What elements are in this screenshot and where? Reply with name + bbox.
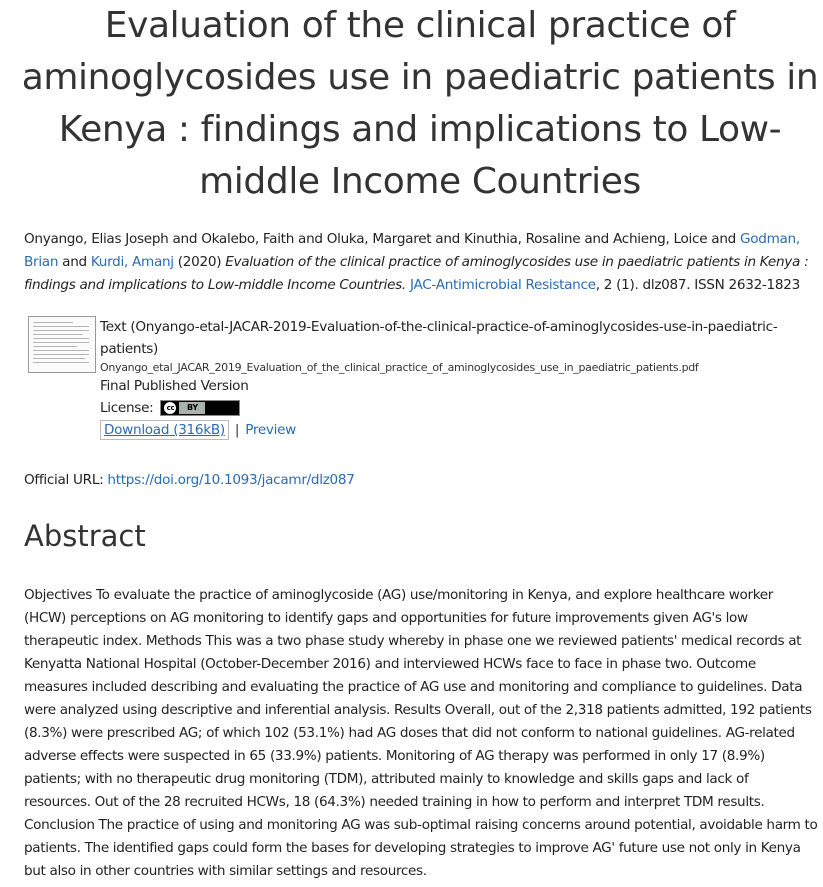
download-button[interactable]: Download (316kB) <box>100 420 229 440</box>
by-icon: BY <box>179 402 205 414</box>
abstract-text: Objectives To evaluate the practice of aminoglycoside (AG) use/monitoring in Kenya, and explore healthcare worker (HCW) perceptions on AG monitoring to identify gaps and opportunities for future improvements given AG's low therapeutic index. Methods This was a two phase study whereby in phase one we reviewed patients' medical records at Kenyatta National Hospital (October-December 2016) and interviewed HCWs face to face in phase two. Outcome measures included describing and evaluating the practice of AG use and monitoring and compliance to guidelines. Data were analyzed using descriptive and inferential analysis. Results Overall, out of the 2,318 patients admitted, 192 patients (8.3%) were prescribed AG; of which 102 (53.1%) had AG doses that did not conform to national guidelines. AG-related adverse effects were suspected in 65 (33.9%) patients. Monitoring of AG therapy was performed in only 17 (8.9%) patients; with no therapeutic drug monitoring (TDM), attributed mainly to knowledge and skills gaps and lack of resources. Out of the 28 recruited HCWs, 18 (64.3%) needed training in how to perform and interpret TDM results. Conclusion The practice of using and monitoring AG was sub-optimal raising concerns around potential, avoidable harm to patients. The identified gaps could form the bases for developing strategies to improve AG' future use not only in Kenya but also in other countries with similar settings and resources. <box>24 587 818 879</box>
citation-and: and <box>58 254 91 270</box>
link-separator: | <box>234 422 240 438</box>
journal-link[interactable]: JAC-Antimicrobial Resistance <box>409 277 596 293</box>
document-filename: Onyango_etal_JACAR_2019_Evaluation_of_the_clinical_practice_of_aminoglycosides_use_in_paediatric_patients.pdf <box>100 361 699 374</box>
page-title: Evaluation of the clinical practice of aminoglycosides use in paediatric patients in Kenya : findings and implications to Low-middle Income Countries <box>21 5 819 202</box>
thumbnail-line <box>33 330 89 331</box>
document-version: Final Published Version <box>100 378 249 394</box>
license-label: License: <box>100 400 154 416</box>
abstract-heading: Abstract <box>24 519 146 553</box>
document-download-box <box>24 316 814 456</box>
thumbnail-line <box>33 362 89 363</box>
thumbnail-line <box>33 334 83 335</box>
official-url-label: Official URL: <box>24 472 104 488</box>
official-url-row <box>24 469 355 491</box>
thumbnail-line <box>33 350 89 351</box>
document-text-label: Text (Onyango-etal-JACAR-2019-Evaluation-of-the-clinical-practice-of-aminoglycosides-use-in-paediatric-patients) <box>100 319 778 357</box>
license-row <box>100 397 814 419</box>
citation <box>24 228 814 297</box>
citation-tail: , 2 (1). dlz087. ISSN 2632-1823 <box>595 277 800 293</box>
download-row <box>100 419 814 441</box>
official-url-link[interactable]: https://doi.org/10.1093/jacamr/dlz087 <box>107 472 355 488</box>
preview-link[interactable]: Preview <box>245 422 297 438</box>
author-link-kurdi[interactable]: Kurdi, Amanj <box>90 254 174 270</box>
citation-year: (2020) <box>173 254 226 270</box>
cc-by-license-icon[interactable] <box>160 400 240 416</box>
citation-title: Evaluation of the clinical practice of aminoglycosides use in paediatric patients in Kenya : findings and implications to Low-middle Income Countries. <box>24 254 809 293</box>
cc-icon: cc <box>164 402 176 414</box>
citation-authors: Onyango, Elias Joseph and Okalebo, Faith and Oluka, Margaret and Kinuthia, Rosaline and Achieng, Loice and <box>24 231 740 247</box>
thumbnail-line <box>33 358 85 359</box>
thumbnail-line <box>33 322 73 323</box>
thumbnail-line <box>33 338 89 339</box>
author-link-godman[interactable]: Godman, Brian <box>24 231 800 270</box>
thumbnail-line <box>33 342 89 343</box>
thumbnail-line <box>33 326 89 327</box>
document-info <box>100 316 814 441</box>
document-thumbnail[interactable] <box>28 316 96 373</box>
thumbnail-line <box>33 346 77 347</box>
thumbnail-line <box>33 354 89 355</box>
